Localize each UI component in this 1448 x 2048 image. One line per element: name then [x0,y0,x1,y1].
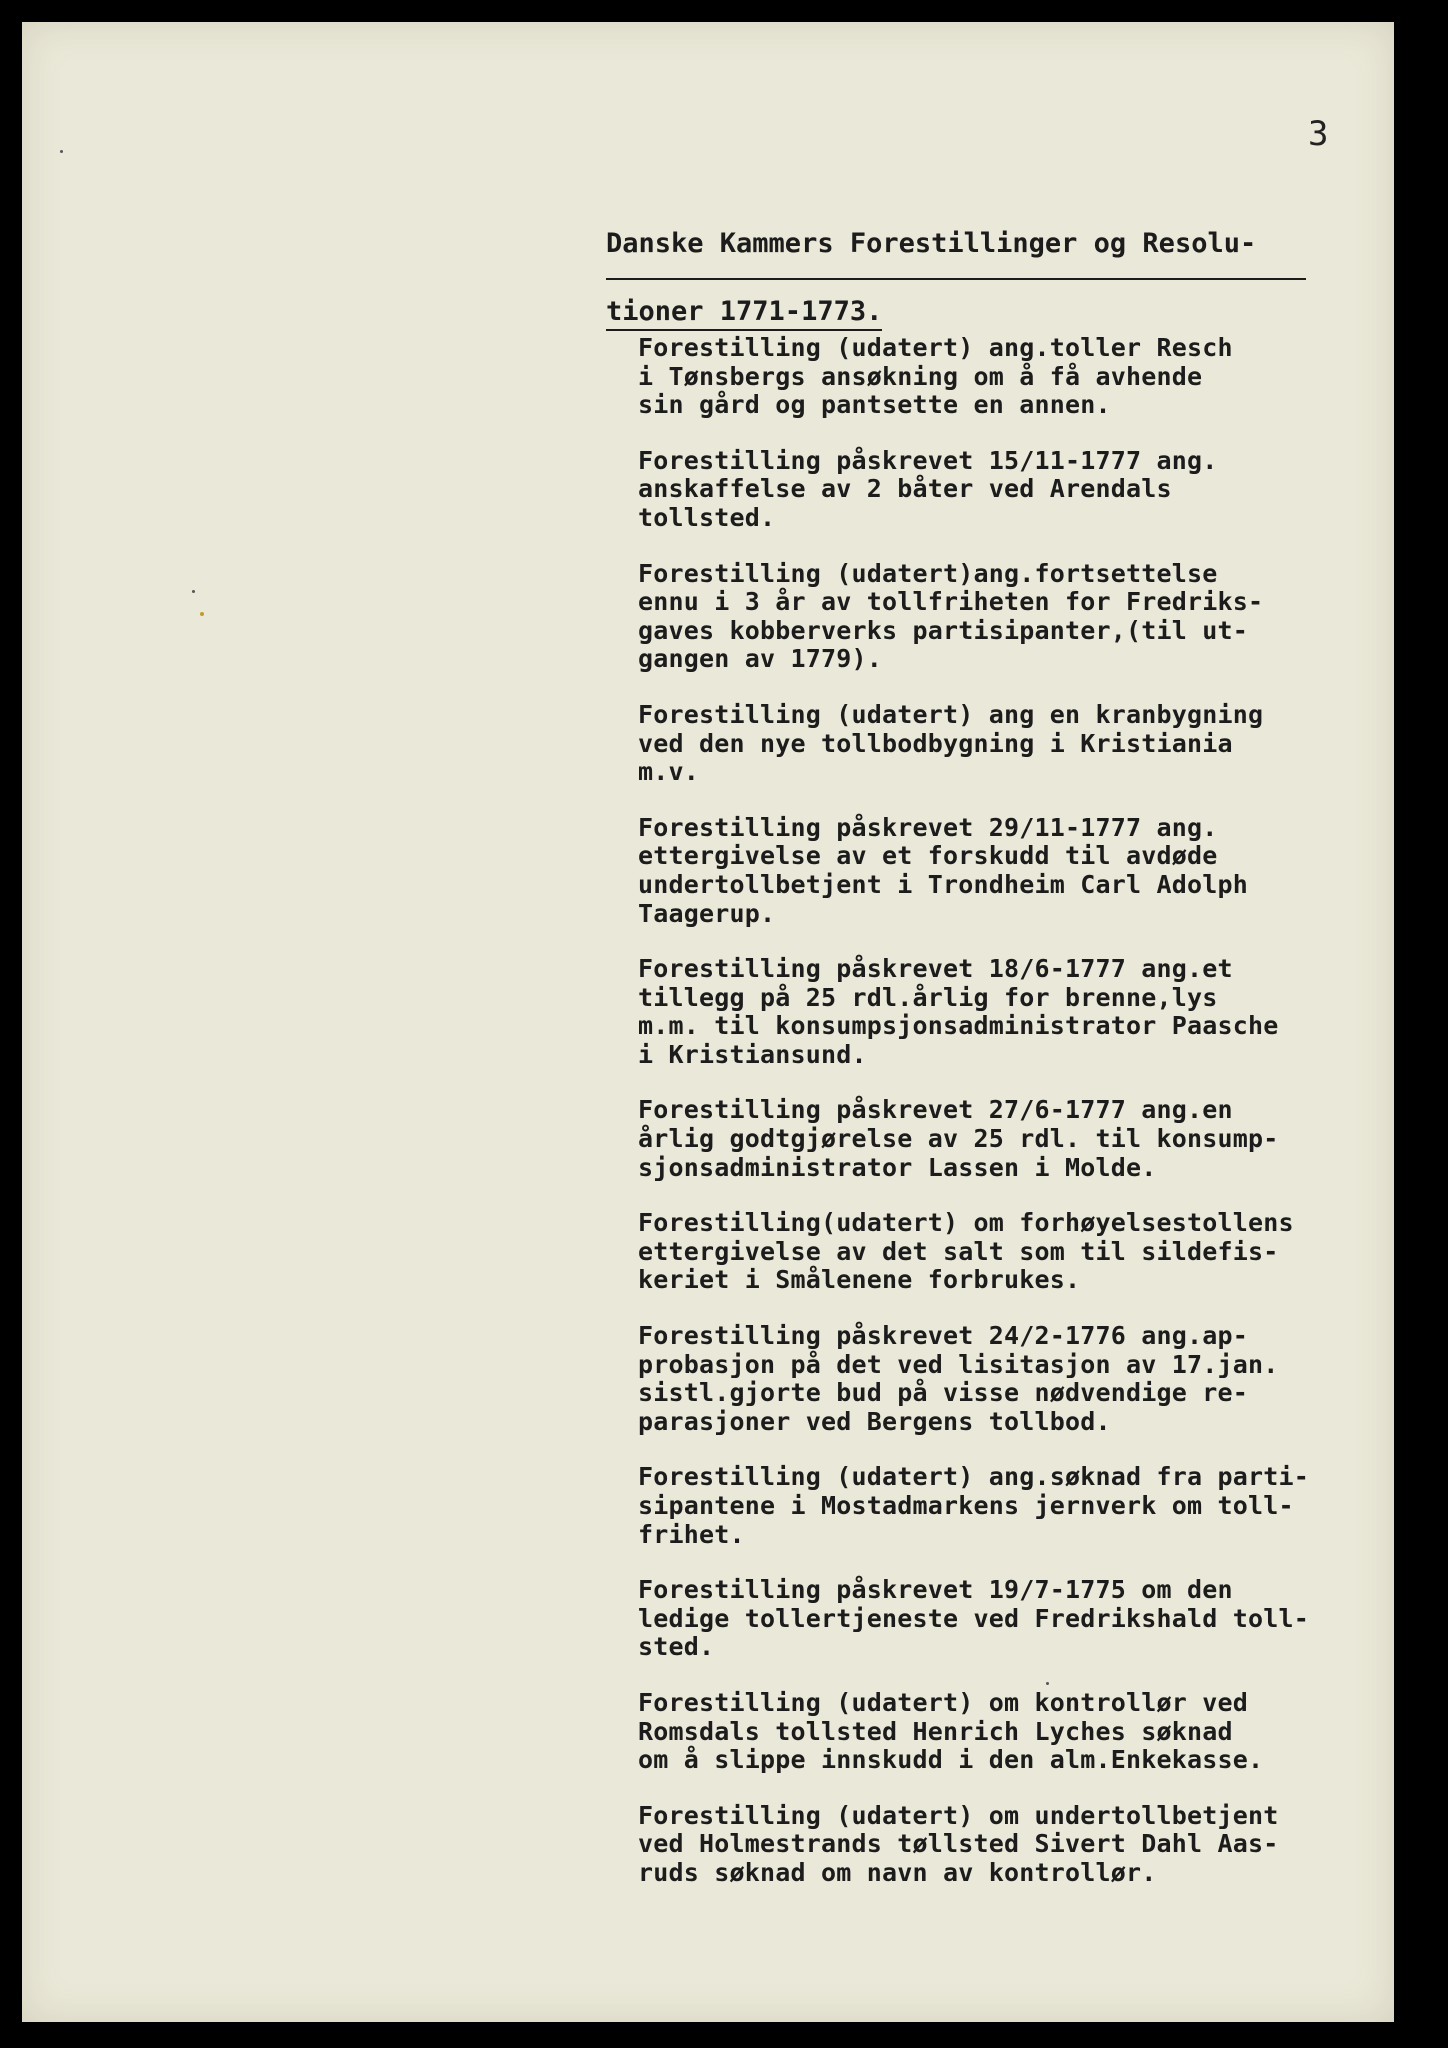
entry-list [638,334,1398,1915]
entry-paragraph [638,1576,1398,1662]
entry-line: årlig godtgjørelse av 25 rdl. til konsump- [638,1124,1279,1154]
entry-line: m.v. [638,757,700,787]
entry-line: parasjoner ved Bergens tollbod. [638,1406,1111,1436]
entry-paragraph [638,1096,1398,1182]
entry-line: ruds søknad om navn av kontrollør. [638,1857,1157,1887]
entry-line: Forestilling (udatert)ang.fortsettelse [638,558,1218,588]
entry-paragraph [638,334,1398,420]
entry-line: sin gård og pantsette en annen. [638,390,1111,420]
entry-line: probasjon på det ved lisitasjon av 17.jan. [638,1349,1279,1379]
entry-line: sjonsadministrator Lassen i Molde. [638,1152,1157,1182]
entry-paragraph [638,1209,1398,1295]
entry-line: ennu i 3 år av tollfriheten for Fredriks- [638,587,1264,617]
entry-line: m.m. til konsumpsjonsadministrator Paasche [638,1011,1279,1041]
entry-line: Forestilling påskrevet 18/6-1777 ang.et [638,954,1233,984]
entry-line: Forestilling påskrevet 15/11-1777 ang. [638,445,1218,475]
heading-line-2: tioner 1771-1773. [606,280,1346,344]
entry-line: sipantene i Mostadmarkens jernverk om toll- [638,1491,1294,1520]
paper-speck [60,150,63,153]
entry-paragraph [638,814,1398,928]
entry-line: Forestilling (udatert) om kontrollør ved [638,1687,1249,1717]
document-page [22,22,1394,2022]
entry-line: sted. [638,1632,715,1662]
entry-line: frihet. [638,1519,745,1549]
entry-line: keriet i Smålenene forbrukes. [638,1265,1081,1295]
entry-line: ettergivelse av det salt som til sildefis- [638,1236,1279,1266]
entry-line: i Kristiansund. [638,1039,867,1069]
entry-line: Forestilling påskrevet 29/11-1777 ang. [638,812,1218,842]
entry-line: Forestilling(udatert) om forhøyelsestollens [638,1208,1294,1238]
entry-line: tillegg på 25 rdl.årlig for brenne,lys [638,982,1218,1012]
entry-line: gangen av 1779). [638,644,883,674]
entry-line: Forestilling (udatert) om undertollbetjent [638,1800,1279,1830]
entry-line: Romsdals tollsted Henrich Lyches søknad [638,1716,1233,1746]
entry-paragraph [638,1689,1398,1775]
entry-paragraph [638,1802,1398,1888]
entry-line: Forestilling (udatert) ang.søknad fra parti- [638,1462,1310,1492]
entry-line: om å slippe innskudd i den alm.Enkekasse. [638,1745,1264,1775]
document-heading [606,212,1346,344]
paper-speck [200,612,204,616]
entry-line: sistl.gjorte bud på visse nødvendige re- [638,1378,1249,1408]
heading-line-1: Danske Kammers Forestillinger og Resolu- [606,212,1346,280]
entry-line: gaves kobberverks partisipanter,(til ut- [638,615,1249,645]
entry-line: i Tønsbergs ansøkning om å få avhende [638,361,1203,391]
page-number: 3 [1308,114,1329,154]
entry-line: undertollbetjent i Trondheim Carl Adolph [638,869,1249,899]
paper-speck [1046,1682,1049,1685]
entry-line: Forestilling (udatert) ang.toller Resch [638,333,1233,362]
entry-paragraph [638,1322,1398,1436]
entry-paragraph [638,701,1398,787]
entry-line: ved Holmestrands tøllsted Sivert Dahl Aas- [638,1829,1279,1859]
entry-paragraph [638,560,1398,674]
entry-line: ved den nye tollbodbygning i Kristiania [638,728,1233,758]
paper-speck [192,590,195,593]
entry-line: ettergivelse av et forskudd til avdøde [638,841,1218,871]
entry-line: Forestilling påskrevet 19/7-1775 om den [638,1575,1233,1605]
entry-line: Forestilling påskrevet 27/6-1777 ang.en [638,1095,1233,1125]
entry-paragraph [638,955,1398,1069]
entry-paragraph [638,447,1398,533]
entry-line: anskaffelse av 2 båter ved Arendals [638,474,1172,504]
entry-line: Forestilling påskrevet 24/2-1776 ang.ap- [638,1321,1249,1351]
entry-paragraph [638,1463,1398,1549]
entry-line: Forestilling (udatert) ang en kranbygning [638,699,1264,729]
entry-line: tollsted. [638,502,776,532]
entry-line: Taagerup. [638,898,776,928]
entry-line: ledige tollertjeneste ved Fredrikshald toll- [638,1603,1310,1633]
